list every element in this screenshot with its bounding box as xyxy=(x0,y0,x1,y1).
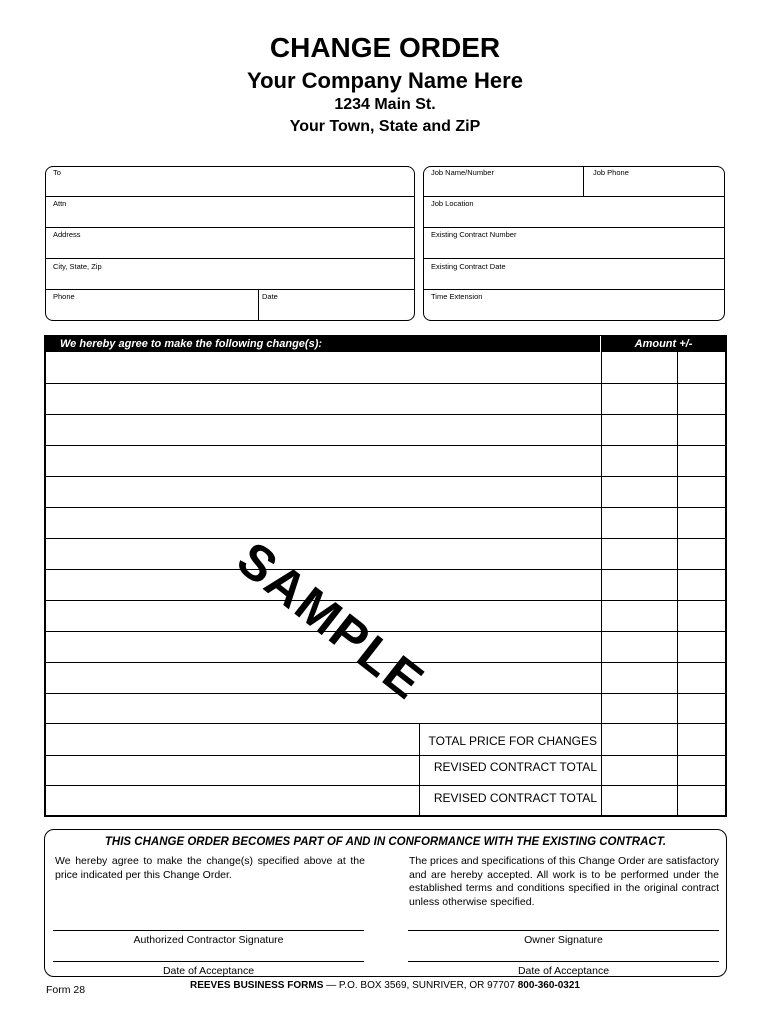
company-name: Your Company Name Here xyxy=(247,68,523,93)
change-row[interactable] xyxy=(46,755,601,756)
agreement-heading: THIS CHANGE ORDER BECOMES PART OF AND IN CONFORMANCE WITH THE EXISTING CONTRACT. xyxy=(104,836,667,848)
change-row[interactable] xyxy=(46,662,601,663)
contractor-signature-caption: Authorized Contractor Signature xyxy=(133,934,284,946)
changes-header-text: We hereby agree to make the following change(s): xyxy=(60,338,323,350)
form-number: Form 28 xyxy=(46,984,86,996)
owner-date-line[interactable] xyxy=(408,961,719,962)
page-title: CHANGE ORDER xyxy=(269,32,501,63)
contractor-date-caption: Date of Acceptance xyxy=(162,965,255,977)
change-row[interactable] xyxy=(46,693,601,694)
change-row[interactable] xyxy=(46,569,601,570)
revised-total-label-1: REVISED CONTRACT TOTAL xyxy=(433,760,597,774)
publisher-phone: 800-360-0321 xyxy=(517,980,580,991)
change-row[interactable] xyxy=(46,723,601,724)
amount-header: Amount +/- xyxy=(634,338,693,350)
contractor-signature-line[interactable] xyxy=(53,930,364,931)
field-date[interactable]: Date xyxy=(262,292,278,301)
sample-watermark: SAMPLE xyxy=(226,530,436,711)
publisher-line xyxy=(0,980,770,991)
change-row[interactable] xyxy=(46,383,601,384)
company-city: Your Town, State and ZiP xyxy=(289,118,481,135)
customer-info-box xyxy=(45,166,415,321)
field-contract-number[interactable]: Existing Contract Number xyxy=(431,230,517,239)
change-row[interactable] xyxy=(46,445,601,446)
field-contract-date[interactable]: Existing Contract Date xyxy=(431,262,506,271)
field-address[interactable]: Address xyxy=(53,230,81,239)
field-attn[interactable]: Attn xyxy=(53,199,67,208)
change-row[interactable] xyxy=(46,476,601,477)
publisher-name: REEVES BUSINESS FORMS xyxy=(190,980,324,991)
change-row[interactable] xyxy=(46,414,601,415)
publisher-address: — P.O. BOX 3569, SUNRIVER, OR 97707 xyxy=(326,980,515,991)
change-row[interactable] xyxy=(46,538,601,539)
owner-signature-line[interactable] xyxy=(408,930,719,931)
field-phone[interactable]: Phone xyxy=(53,292,75,301)
total-price-label: TOTAL PRICE FOR CHANGES xyxy=(428,734,597,748)
field-city-state-zip[interactable]: City, State, Zip xyxy=(53,262,102,271)
contractor-date-line[interactable] xyxy=(53,961,364,962)
owner-signature-caption: Owner Signature xyxy=(524,934,603,946)
field-job-phone[interactable]: Job Phone xyxy=(593,168,629,177)
company-street: 1234 Main St. xyxy=(334,96,436,113)
field-to[interactable]: To xyxy=(53,168,61,177)
owner-date-caption: Date of Acceptance xyxy=(517,965,610,977)
field-job-location[interactable]: Job Location xyxy=(431,199,474,208)
owner-acceptance-text: The prices and specifications of this Change Order are satisfactory and are hereby accepted. All work is to be performed under the established terms and conditions specified in the original contract unless otherwise specified. xyxy=(409,855,719,908)
contractor-agreement-text: We hereby agree to make the change(s) specified above at the price indicated per this Change Order. xyxy=(55,855,365,881)
field-job-name[interactable]: Job Name/Number xyxy=(431,168,494,177)
revised-total-label-2: REVISED CONTRACT TOTAL xyxy=(433,791,597,805)
field-time-extension[interactable]: Time Extension xyxy=(431,292,483,301)
change-row[interactable] xyxy=(46,507,601,508)
change-row[interactable] xyxy=(46,785,601,786)
changes-table xyxy=(44,335,727,817)
